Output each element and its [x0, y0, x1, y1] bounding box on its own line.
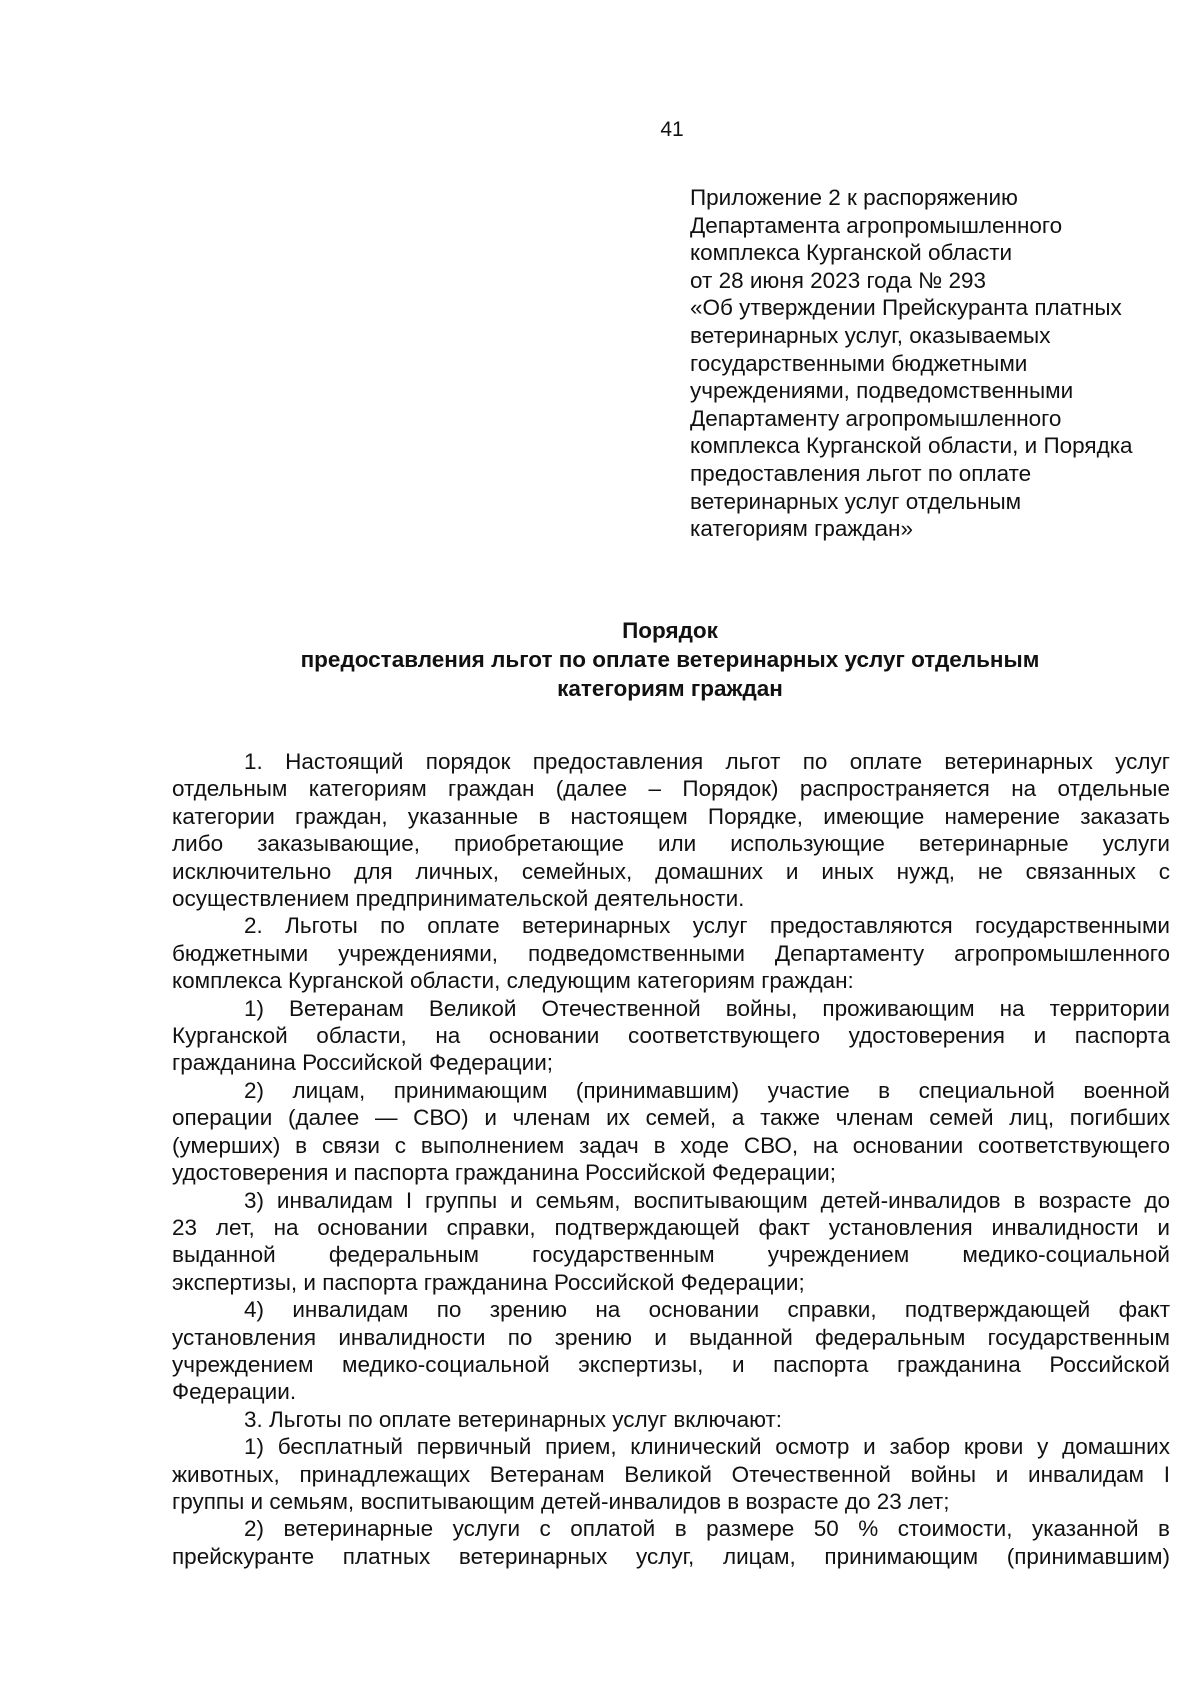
paragraph-line: Курганской области, на основании соответствующего удостоверения и паспорта: [172, 1023, 1170, 1049]
paragraph-line: установления инвалидности по зрению и выданной федеральным государственным: [172, 1324, 1170, 1350]
paragraph: [172, 995, 1170, 1077]
appendix-line: «Об утверждении Прейскуранта платных: [690, 295, 1122, 321]
paragraph-line: отдельным категориям граждан (далее – Порядок) распространяется на отдельные: [172, 776, 1170, 802]
paragraph-line: 1. Настоящий порядок предоставления льгот по оплате ветеринарных услуг: [244, 749, 1170, 774]
paragraph-line: категории граждан, указанные в настоящем Порядке, имеющие намерение заказать: [172, 803, 1170, 829]
paragraph-line: комплекса Курганской области, следующим категориям граждан:: [172, 968, 854, 994]
paragraph-line: 1) бесплатный первичный прием, клинический осмотр и забор крови у домашних: [244, 1434, 1170, 1460]
paragraph-line: 2) лицам, принимающим (принимавшим) участие в специальной военной: [244, 1077, 1170, 1103]
appendix-line: от 28 июня 2023 года № 293: [690, 267, 987, 293]
paragraph-line: группы и семьям, воспитывающим детей-инвалидов в возрасте до 23 лет;: [172, 1488, 950, 1514]
paragraph: [172, 1077, 1170, 1187]
paragraph-line: животных, принадлежащих Ветеранам Великой Отечественной войны и инвалидам I: [172, 1461, 1170, 1487]
title-line: Порядок: [622, 618, 718, 643]
document-title: [170, 616, 1170, 703]
appendix-line: ветеринарных услуг, оказываемых: [690, 322, 1051, 348]
paragraph-line: 23 лет, на основании справки, подтверждающей факт установления инвалидности и: [172, 1214, 1170, 1240]
page-number: 41: [660, 118, 684, 141]
paragraph-line: 3. Льготы по оплате ветеринарных услуг включают:: [244, 1406, 783, 1432]
paragraph: [172, 1433, 1170, 1515]
paragraph-line: 2) ветеринарные услуги с оплатой в размере 50 % стоимости, указанной в: [244, 1516, 1170, 1542]
paragraph-line: операции (далее — СВО) и членам их семей, а также членам семей лиц, погибших: [172, 1105, 1170, 1131]
paragraph-line: экспертизы, и паспорта гражданина Российской Федерации;: [172, 1269, 805, 1295]
paragraph: [172, 1515, 1170, 1570]
appendix-line: учреждениями, подведомственными: [690, 378, 1074, 404]
paragraph-line: 3) инвалидам I группы и семьям, воспитывающим детей-инвалидов в возрасте до: [244, 1187, 1170, 1213]
title-line: категориям граждан: [557, 676, 783, 701]
paragraph-line: либо заказывающие, приобретающие или использующие ветеринарные услуги: [172, 831, 1170, 857]
appendix-line: государственными бюджетными: [690, 350, 1028, 376]
appendix-line: Приложение 2 к распоряжению: [690, 185, 1018, 210]
paragraph-line: гражданина Российской Федерации;: [172, 1050, 554, 1076]
appendix-line: Департамента агропромышленного: [690, 212, 1063, 238]
appendix-line: предоставления льгот по оплате: [690, 460, 1032, 486]
paragraph-line: прейскуранте платных ветеринарных услуг, лицам, принимающим (принимавшим): [172, 1543, 1170, 1569]
appendix-line: Департаменту агропромышленного: [690, 405, 1062, 431]
paragraph-line: осуществлением предпринимательской деятельности.: [172, 886, 745, 912]
paragraph: [172, 1187, 1170, 1297]
paragraph: [172, 1296, 1170, 1406]
paragraph-line: 4) инвалидам по зрению на основании справки, подтверждающей факт: [244, 1297, 1170, 1323]
appendix-line: ветеринарных услуг отдельным: [690, 488, 1022, 514]
paragraph-line: (умерших) в связи с выполнением задач в ходе СВО, на основании соответствующего: [172, 1132, 1170, 1158]
appendix-line: комплекса Курганской области: [690, 240, 1013, 266]
paragraph-line: бюджетными учреждениями, подведомственными Департаменту агропромышленного: [172, 940, 1170, 966]
paragraph-line: 1) Ветеранам Великой Отечественной войны, проживающим на территории: [244, 995, 1170, 1021]
appendix-line: комплекса Курганской области, и Порядка: [690, 433, 1133, 459]
paragraph: [172, 748, 1170, 912]
paragraph-line: 2. Льготы по оплате ветеринарных услуг предоставляются государственными: [244, 913, 1170, 939]
title-line: предоставления льгот по оплате ветеринарных услуг отдельным: [300, 647, 1040, 672]
paragraph-line: исключительно для личных, семейных, домашних и иных нужд, не связанных с: [172, 858, 1170, 884]
paragraph: [172, 1406, 1170, 1433]
paragraph-line: Федерации.: [172, 1379, 297, 1405]
document-body: [172, 748, 1170, 1570]
paragraph-line: учреждением медико-социальной экспертизы, и паспорта гражданина Российской: [172, 1351, 1170, 1377]
appendix-line: категориям граждан»: [690, 516, 914, 542]
paragraph-line: выданной федеральным государственным учреждением медико-социальной: [172, 1242, 1170, 1268]
paragraph: [172, 912, 1170, 994]
paragraph-line: удостоверения и паспорта гражданина Российской Федерации;: [172, 1160, 836, 1186]
appendix-header: [690, 184, 1170, 543]
